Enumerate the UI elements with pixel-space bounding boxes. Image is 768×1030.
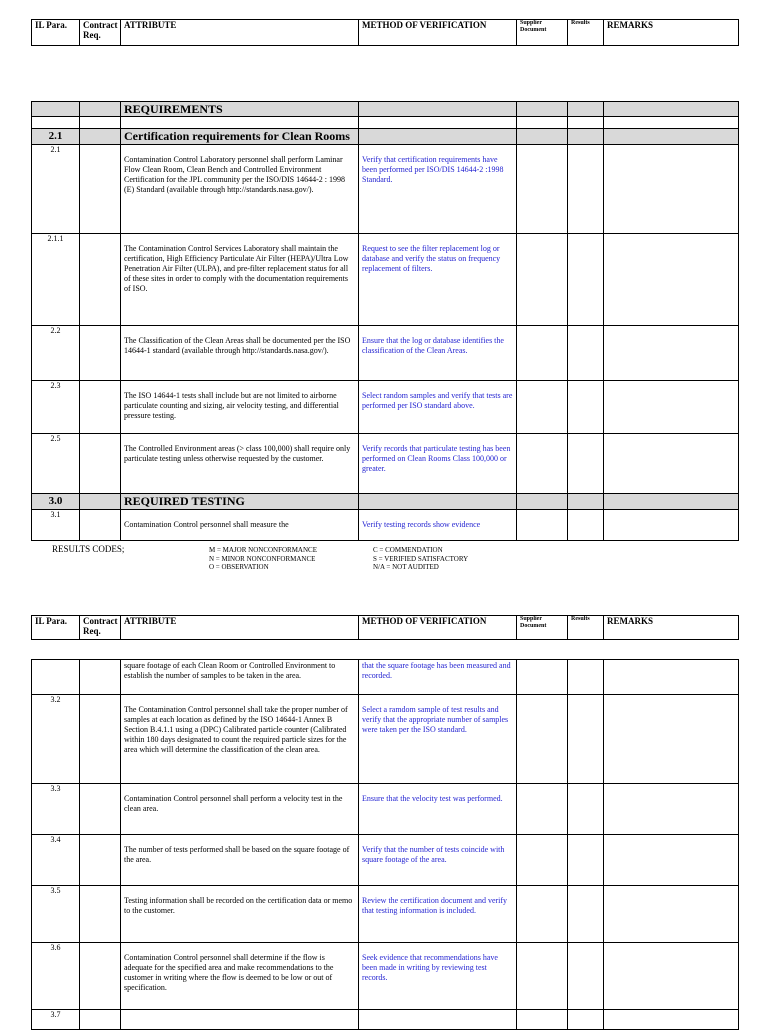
attribute-text: Contamination Control personnel shall perform a velocity test in the clean area. [121, 784, 359, 835]
attribute-text: The ISO 14644-1 tests shall include but are not limited to airborne particulate counting and sizing, air velocity testing, and differential pressure testing. [121, 381, 359, 434]
code-satisfactory: S = VERIFIED SATISFACTORY [373, 554, 469, 563]
table-row [32, 510, 739, 541]
para-number: 2.1.1 [32, 234, 80, 326]
attribute-text: Testing information shall be recorded on the certification data or memo to the customer. [121, 886, 359, 943]
table-row [32, 1010, 739, 1030]
col-contract-req: Contract Req. [80, 616, 121, 640]
code-not-audited: N/A = NOT AUDITED [373, 563, 439, 571]
method-text: Verify that the number of tests coincide with square footage of the area. [359, 835, 517, 886]
para-number: 3.4 [32, 835, 80, 886]
results-codes-legend [31, 545, 738, 573]
col-il-para: IL Para. [32, 616, 80, 640]
table-row [32, 145, 739, 234]
method-text: Review the certification document and verify that testing information is included. [359, 886, 517, 943]
col-results: Results [568, 20, 604, 46]
method-text [359, 1010, 517, 1030]
method-text: Ensure that the log or database identifies the classification of the Clean Areas. [359, 326, 517, 381]
method-text: Verify records that particulate testing has been performed on Clean Rooms Class 100,000 or greater. [359, 434, 517, 494]
col-supplier-document: Supplier Document [517, 20, 568, 46]
col-il-para: IL Para. [32, 20, 80, 46]
table-row [32, 381, 739, 434]
section-heading-row [32, 494, 739, 510]
para-number: 3.7 [32, 1010, 80, 1030]
para-number: 3.5 [32, 886, 80, 943]
method-text: Select random samples and verify that tests are performed per ISO standard above. [359, 381, 517, 434]
col-supplier-document: Supplier Document [517, 616, 568, 640]
requirements-heading: REQUIREMENTS [121, 102, 359, 117]
results-codes-label: RESULTS CODES; [52, 544, 125, 554]
section-title: REQUIRED TESTING [121, 494, 359, 510]
para-number: 2.5 [32, 434, 80, 494]
attribute-text: Contamination Control Laboratory personnel shall perform Laminar Flow Clean Room, Clean Bench and Controlled Environment Certification for the JPL community per the ISO/DIS 14644-2 : 1998 (E) Standard (available through http://standards.nasa.gov/). [121, 145, 359, 234]
col-remarks: REMARKS [604, 20, 739, 46]
col-remarks: REMARKS [604, 616, 739, 640]
section-title: Certification requirements for Clean Rooms [121, 129, 359, 145]
para-number: 3.2 [32, 695, 80, 784]
requirements-table-page1 [31, 101, 739, 541]
para-number: 3.6 [32, 943, 80, 1010]
section-heading-row [32, 129, 739, 145]
requirements-heading-row [32, 102, 739, 117]
col-contract-req: Contract Req. [80, 20, 121, 46]
attribute-text: The Controlled Environment areas (> class 100,000) shall require only particulate testing unless otherwise requested by the customer. [121, 434, 359, 494]
table-row [32, 943, 739, 1010]
para-number: 2.3 [32, 381, 80, 434]
table-row [32, 326, 739, 381]
table-row [32, 835, 739, 886]
method-text: Select a ramdom sample of test results and verify that the appropriate number of samples were taken per the ISO standard. [359, 695, 517, 784]
spacer-row [32, 117, 739, 129]
method-text: Ensure that the velocity test was performed. [359, 784, 517, 835]
code-observation: O = OBSERVATION [209, 563, 269, 571]
col-attribute: ATTRIBUTE [121, 616, 359, 640]
para-number [32, 660, 80, 695]
attribute-text: square footage of each Clean Room or Controlled Environment to establish the number of samples to be taken in the area. [121, 660, 359, 695]
method-text: Verify testing records show evidence [359, 510, 517, 541]
table-row [32, 234, 739, 326]
method-text: Seek evidence that recommendations have been made in writing by reviewing test records. [359, 943, 517, 1010]
section-number: 2.1 [32, 129, 80, 145]
attribute-text: Contamination Control personnel shall determine if the flow is adequate for the specified area and make recommendations to the customer in writing where the flow is deemed to be low or out of specification. [121, 943, 359, 1010]
table-row [32, 695, 739, 784]
code-minor: N = MINOR NONCONFORMANCE [209, 554, 316, 563]
requirements-table-page2 [31, 659, 739, 1030]
method-text: Request to see the filter replacement log or database and verify the status on frequency replacement of filters. [359, 234, 517, 326]
code-commendation: C = COMMENDATION [373, 546, 443, 554]
table-row [32, 660, 739, 695]
attribute-text [121, 1010, 359, 1030]
table-row [32, 434, 739, 494]
para-number: 3.3 [32, 784, 80, 835]
header-table-page2 [31, 615, 739, 640]
attribute-text: Contamination Control personnel shall measure the [121, 510, 359, 541]
attribute-text: The number of tests performed shall be based on the square footage of the area. [121, 835, 359, 886]
col-method: METHOD OF VERIFICATION [359, 616, 517, 640]
attribute-text: The Contamination Control personnel shall take the proper number of samples at each location as defined by the ISO 14644-1 Annex B Section B.4.1.1 using a (DPC) Calibrated particle counter (Calibrated within 180 days designated to count the required particle sizes for the area which will determine the classification of the clean area. [121, 695, 359, 784]
table-row [32, 886, 739, 943]
para-number: 2.2 [32, 326, 80, 381]
para-number: 2.1 [32, 145, 80, 234]
para-number: 3.1 [32, 510, 80, 541]
code-major: M = MAJOR NONCONFORMANCE [209, 546, 317, 554]
attribute-text: The Classification of the Clean Areas shall be documented per the ISO 14644-1 standard (available through http://standards.nasa.gov/). [121, 326, 359, 381]
method-text: Verify that certification requirements have been performed per ISO/DIS 14644-2 :1998 Standard. [359, 145, 517, 234]
attribute-text: The Contamination Control Services Laboratory shall maintain the certification, High Efficiency Particulate Air Filter (HEPA)/Ultra Low Penetration Air Filter (ULPA), and pre-filter replacement status for all of these sites in order to comply with the documentation requirements of ISO. [121, 234, 359, 326]
col-results: Results [568, 616, 604, 640]
section-number: 3.0 [32, 494, 80, 510]
table-row [32, 784, 739, 835]
col-attribute: ATTRIBUTE [121, 20, 359, 46]
col-method: METHOD OF VERIFICATION [359, 20, 517, 46]
method-text: that the square footage has been measured and recorded. [359, 660, 517, 695]
header-table-page1 [31, 19, 739, 46]
